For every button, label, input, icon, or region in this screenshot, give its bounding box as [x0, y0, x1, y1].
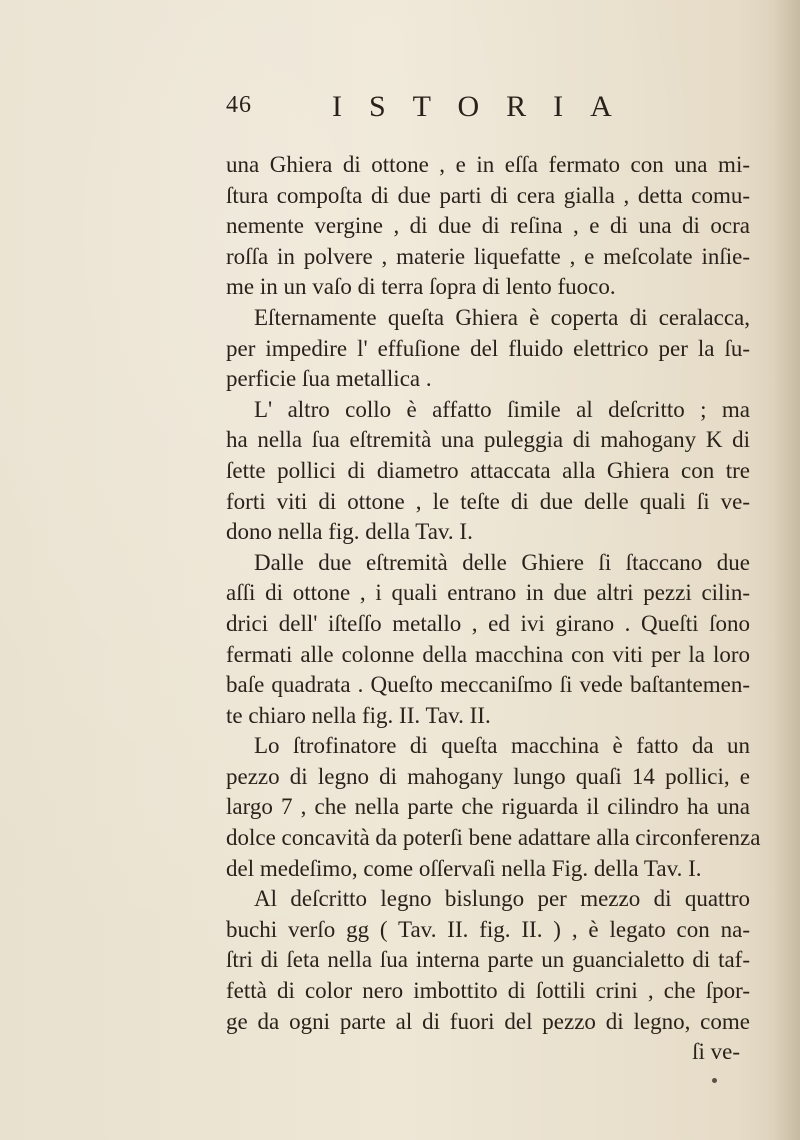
text-line: Al deſcritto legno bislungo per mezzo di quattro	[254, 886, 750, 912]
text-line: perficie ſua metallica .	[226, 366, 432, 392]
paper-speck	[712, 1078, 717, 1083]
page-header	[0, 92, 800, 132]
text-line: per impedire l' effuſione del fluido elettrico per la ſu-	[226, 335, 750, 361]
text-line: ſette pollici di diametro attaccata alla Ghiera con tre	[226, 457, 750, 483]
text-line: ha nella ſua eſtremità una puleggia di mahogany K di	[226, 427, 750, 453]
text-line: ge da ogni parte al di fuori del pezzo di legno, come	[226, 1008, 750, 1034]
text-line: Dalle due eſtremità delle Ghiere ſi ſtaccano due	[254, 549, 750, 575]
page-edge-shadow	[772, 0, 800, 1140]
text-line: dono nella fig. della Tav. I.	[226, 519, 473, 545]
text-line: Eſternamente queſta Ghiera è coperta di ceralacca,	[254, 304, 750, 330]
text-line: fermati alle colonne della macchina con viti per la loro	[226, 641, 750, 667]
text-line: buchi verſo gg ( Tav. II. fig. II. ) , è legato con na-	[226, 916, 750, 942]
body-text	[226, 150, 761, 1068]
text-line: me in un vaſo di terra ſopra di lento fuoco.	[226, 274, 616, 300]
text-line: dolce concavità da poterſi bene adattare alla circonferenza	[226, 825, 761, 851]
text-line: nemente vergine , di due di reſina , e di una di ocra	[226, 213, 750, 239]
text-line: pezzo di legno di mahogany lungo quaſi 14 pollici, e	[226, 763, 750, 789]
catchword: ſi ve-	[692, 1039, 740, 1065]
text-line: L' altro collo è affatto ſimile al deſcritto ; ma	[254, 396, 750, 422]
text-line: forti viti di ottone , le teſte di due delle quali ſi ve-	[226, 488, 750, 514]
running-head: ISTORIA	[332, 90, 639, 123]
text-line: aſſi di ottone , i quali entrano in due altri pezzi cilin-	[226, 580, 750, 606]
text-line: fettà di color nero imbottito di ſottili crini , che ſpor-	[226, 978, 750, 1004]
text-line: te chiaro nella fig. II. Tav. II.	[226, 702, 491, 728]
text-line: drici dell' iſteſſo metallo , ed ivi girano . Queſti ſono	[226, 610, 750, 636]
text-line: ſtri di ſeta nella ſua interna parte un guancialetto di taf-	[226, 947, 750, 973]
text-line: Lo ſtrofinatore di queſta macchina è fatto da un	[254, 733, 750, 759]
text-line: roſſa in polvere , materie liquefatte , e meſcolate inſie-	[226, 243, 750, 269]
text-line: baſe quadrata . Queſto meccaniſmo ſi vede baſtantemen-	[226, 672, 750, 698]
text-line: ſtura compoſta di due parti di cera gialla , detta comu-	[226, 182, 750, 208]
text-line: del medeſimo, come oſſervaſi nella Fig. della Tav. I.	[226, 855, 702, 881]
page-number: 46	[226, 92, 252, 118]
text-line: una Ghiera di ottone , e in eſſa fermato con una mi-	[226, 152, 750, 177]
text-line: largo 7 , che nella parte che riguarda il cilindro ha una	[226, 794, 750, 820]
